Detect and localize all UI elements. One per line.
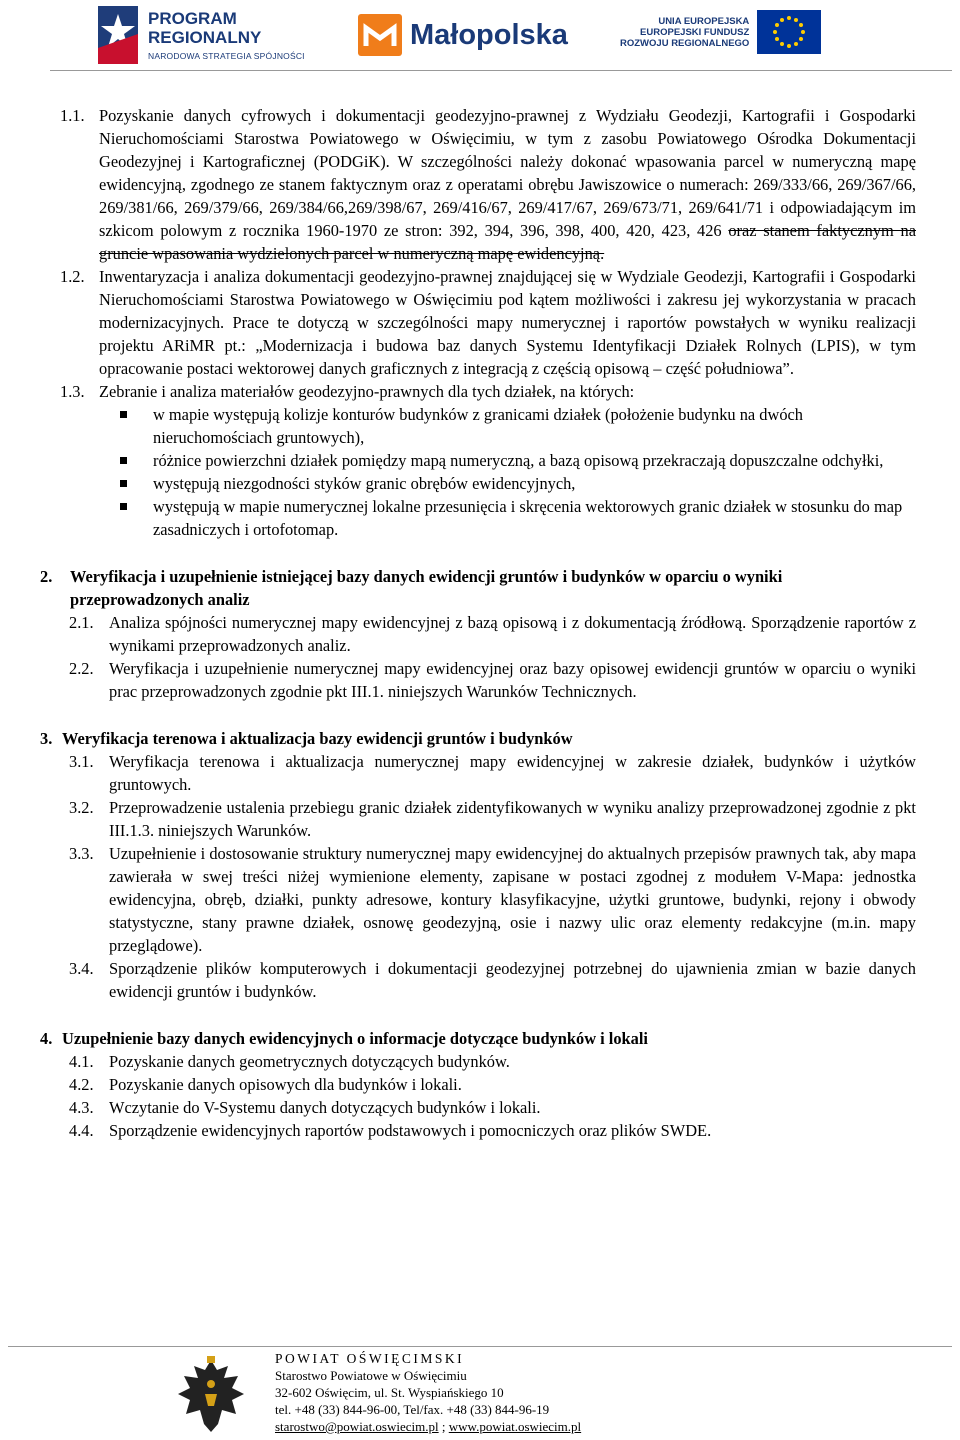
item-3-4: 3.4. Sporządzenie plików komputerowych i dokumentacji geodezyjnej potrzebnej do ujawnienia zmian w bazie danych ewidencji gruntów i budynków. (69, 959, 916, 1001)
item-4-1: 4.1. Pozyskanie danych geometrycznych dotyczących budynków. (69, 1052, 510, 1071)
malopolska-logo (358, 14, 568, 56)
section-title: Uzupełnienie bazy danych ewidencyjnych o informacje dotyczące budynków i lokali (62, 1029, 648, 1048)
item-4-3: 4.3. Wczytanie do V-Systemu danych dotyczących budynków i lokali. (69, 1098, 541, 1117)
item-1-2 (30, 265, 916, 380)
section-number: 3. (40, 729, 53, 748)
malopolska-icon (358, 14, 402, 56)
eagle-crest-icon (170, 1354, 252, 1438)
item-1-1-text-a: Pozyskanie danych cyfrowych i dokumentacji geodezyjno-prawnej z Wydziału Geodezji, Kartografii i Gospodarki Nieruchomościami Starostwa Powiatowego w Oświęcimiu, w tym z zasobu Powiatowego Ośrodka Dokumentacji Geodezyjnej i Kartograficznej (PODGiK). (99, 106, 916, 171)
item-4-4: 4.4. Sporządzenie ewidencyjnych raportów podstawowych i pomocniczych oraz plików SWDE. (69, 1121, 712, 1140)
bullet-icon (109, 495, 153, 541)
item-1-1-text-b: W szczególności należy dokonać wpasowania parcel w numeryczną mapę ewidencyjną, zgodnego ze stanem faktycznym oraz z operatami obrębu Jawiszowice o numerach: 269/333/66, 269/367/66, 269/381/66, 269/379/66, 269/384/66,269/398/67, 269/416/67, 269/417/67, 269/673/71, 269/641/71 i odpowiadającym im szkicom polowym z rocznika 1960-1970 ze stron: 392, 394, 396, 398, 400, 420, 423, 426 (99, 152, 916, 240)
item-number: 1.2. (60, 267, 85, 286)
item-2-2: 2.2. Weryfikacja i uzupełnienie numerycznej mapy ewidencyjnej oraz bazy opisowej ewidencji gruntów w oparciu o wyniki prac przeprowadzonych zgodnie pkt III.1. niniejszych Warunków Technicznych. (69, 659, 916, 701)
item-1-1 (30, 104, 916, 265)
footer-line2: 32-602 Oświęcim, ul. St. Wyspiańskiego 10 (275, 1385, 504, 1400)
bullet-list (109, 403, 916, 541)
item-3-2: 3.2. Przeprowadzenie ustalenia przebiegu granic działek zidentyfikowanych w wyniku analizy przeprowadzonej zgodnie z pkt III.1.3. niniejszych Warunków. (69, 798, 916, 840)
footer-separator: ; (438, 1419, 449, 1434)
item-3-3: 3.3. Uzupełnienie i dostosowanie struktury numerycznej mapy ewidencyjnej do aktualnych przepisów prawnych tak, aby mapa zawierała w swej treści niżej wymienione elementy, zapisane w postaci zgodnej z modułem V-Mapa: jednostka ewidencyjna, obręb, działki, punkty adresowe, kontury klasyfikacyjne, użytki gruntowe, budynki, rejony i obwody statystyczne, stany prawne działek, osnowę geodezyjną, osie i nazwy ulic oraz elementy redakcyjne (m.in. mapy przeglądowe). (69, 844, 916, 955)
list-item: różnice powierzchni działek pomiędzy mapą numeryczną, a bazą opisową przekraczają dopuszczalne odchyłki, (109, 449, 916, 472)
page-header (0, 0, 960, 70)
page-footer (0, 1346, 960, 1440)
footer-www-link[interactable]: www.powiat.oswiecim.pl (448, 1419, 582, 1434)
item-number: 1.1. (60, 106, 85, 125)
section-3-heading (40, 727, 916, 750)
item-number: 1.3. (60, 382, 85, 401)
footer-line3: tel. +48 (33) 844-96-00, Tel/fax. +48 (33) 844-96-19 (275, 1402, 550, 1417)
section-number: 4. (40, 1029, 53, 1048)
section-2-heading (40, 565, 916, 611)
program-regionalny-logo (96, 4, 305, 66)
header-rule (50, 70, 952, 71)
list-item: występują w mapie numerycznej lokalne przesunięcia i skręcenia wektorowych granic działek w stosunku do map zasadniczych i ortofotomap. (109, 495, 916, 541)
eu-logo (620, 10, 821, 54)
bullet-icon (109, 403, 153, 449)
list-item: w mapie występują kolizje konturów budynków z granicami działek (położenie budynku na dwóch nieruchomościach gruntowych), (109, 403, 916, 449)
logo1-line2: REGIONALNY (148, 28, 262, 47)
section-number: 2. (40, 567, 53, 586)
item-1-2-text: Inwentaryzacja i analiza dokumentacji geodezyjno-prawnej znajdującej się w Wydziale Geodezji, Kartografii i Gospodarki Nieruchomościami Starostwa Powiatowego w Oświęcimiu pod kątem możliwości i zakresu jej wykorzystania w pracach modernizacyjnych. Prace te dotyczą w szczególności mapy numerycznej i raportów powstałych w wyniku realizacji projektu ARiMR pt.: „Modernizacja i budowa baz danych Systemu Identyfikacji Działek Rolnych (LPIS), w tym opracowanie postaci wektorowej danych graficznych z integracją z częścią opisową – część południowa”. (99, 267, 916, 378)
section-4-heading (40, 1027, 916, 1050)
item-1-3-text: Zebranie i analiza materiałów geodezyjno-prawnych dla tych działek, na których: (99, 382, 635, 401)
list-item: występują niezgodności styków granic obrębów ewidencyjnych, (109, 472, 916, 495)
item-4-2: 4.2. Pozyskanie danych opisowych dla budynków i lokali. (69, 1075, 462, 1094)
item-3-1: 3.1. Weryfikacja terenowa i aktualizacja numerycznej mapy ewidencyjnej w zakresie działek, budynków i użytków gruntowych. (69, 752, 916, 794)
bullet-icon (109, 449, 153, 472)
section-title: Weryfikacja i uzupełnienie istniejącej bazy danych ewidencji gruntów i budynków w oparciu o wyniki przeprowadzonych analiz (70, 567, 783, 609)
logo2-text: Małopolska (410, 18, 568, 51)
footer-title: POWIAT OŚWIĘCIMSKI (275, 1351, 465, 1366)
eu-flag-icon (757, 10, 821, 54)
program-regionalny-icon (96, 4, 140, 66)
logo1-line1: PROGRAM (148, 9, 237, 28)
document-body (40, 104, 916, 1142)
logo1-line3: NARODOWA STRATEGIA SPÓJNOŚCI (148, 51, 305, 61)
footer-line1: Starostwo Powiatowe w Oświęcimiu (275, 1368, 467, 1383)
logo3-line2: EUROPEJSKI FUNDUSZ (640, 26, 750, 38)
footer-email-link[interactable]: starostwo@powiat.oswiecim.pl (275, 1419, 439, 1434)
item-1-1-strike: oraz stanem faktycznym na gruncie wpasowania wydzielonych parcel w numeryczną mapę ewidencyjną. (99, 221, 916, 263)
item-2-1: 2.1. Analiza spójności numerycznej mapy ewidencyjnej z bazą opisową i z dokumentacją źródłową. Sporządzenie raportów z wynikami przeprowadzonych analiz. (69, 613, 916, 655)
bullet-icon (109, 472, 153, 495)
section-title: Weryfikacja terenowa i aktualizacja bazy ewidencji gruntów i budynków (62, 729, 573, 748)
logo3-line3: ROZWOJU REGIONALNEGO (620, 37, 750, 49)
item-1-3 (30, 380, 916, 403)
logo3-line1: UNIA EUROPEJSKA (658, 15, 750, 27)
